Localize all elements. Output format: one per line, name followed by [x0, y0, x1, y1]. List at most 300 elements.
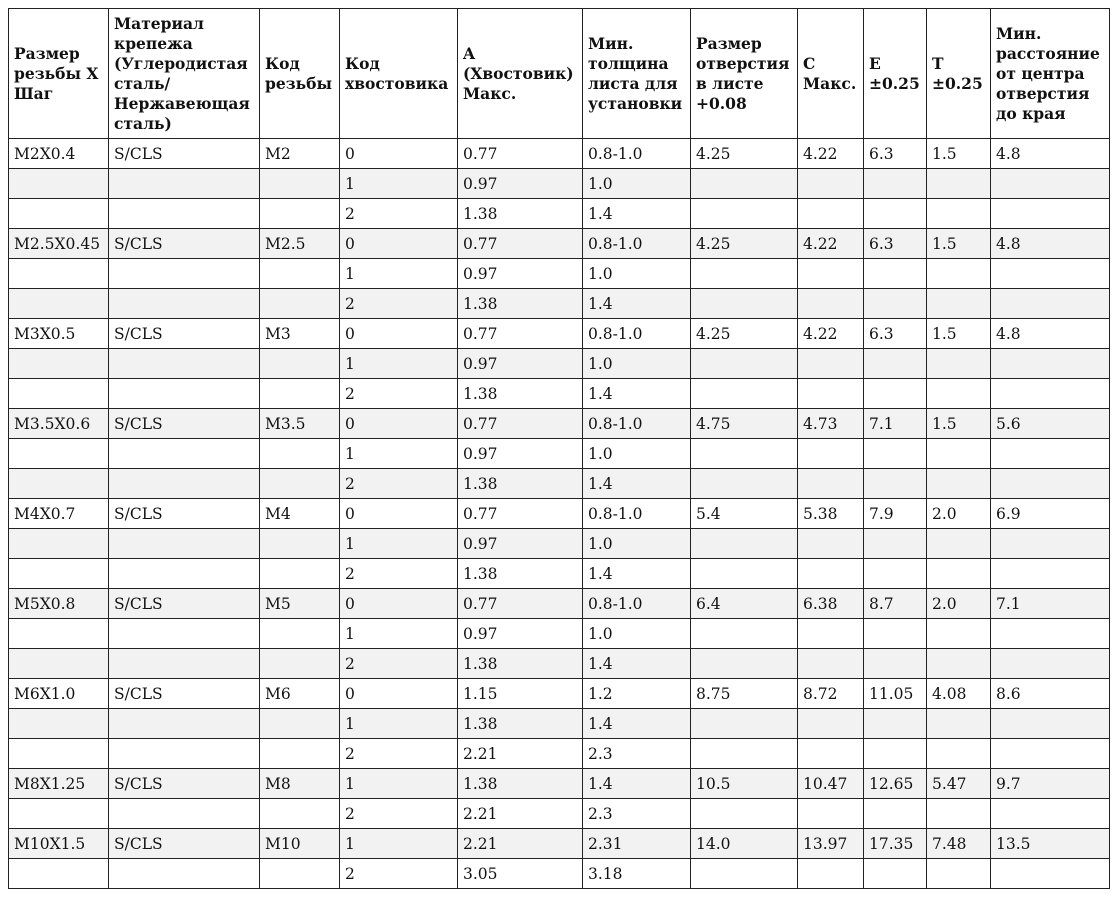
- table-cell-min-sheet-thickness: 1.4: [583, 379, 691, 409]
- table-cell-fastener-material: [109, 799, 260, 829]
- table-cell-shank-a-max: 1.38: [458, 289, 583, 319]
- table-cell-thread-code: [260, 169, 340, 199]
- table-cell-min-edge-distance: [991, 349, 1110, 379]
- table-cell-hole-size: [691, 169, 798, 199]
- table-cell-fastener-material: S/CLS: [109, 139, 260, 169]
- table-cell-min-edge-distance: 7.1: [991, 589, 1110, 619]
- table-cell-hole-size: [691, 439, 798, 469]
- table-cell-thread-code: [260, 559, 340, 589]
- table-row: [9, 349, 1110, 379]
- table-cell-min-edge-distance: 4.8: [991, 139, 1110, 169]
- column-header-thread-code: Код резьбы: [260, 9, 340, 139]
- table-cell-shank-a-max: 0.97: [458, 619, 583, 649]
- table-row: [9, 559, 1110, 589]
- table-cell-shank-a-max: 1.38: [458, 469, 583, 499]
- table-cell-thread-code: [260, 859, 340, 889]
- table-row: [9, 739, 1110, 769]
- table-cell-thread-code: M8: [260, 769, 340, 799]
- table-cell-hole-size: [691, 619, 798, 649]
- table-cell-c-max: 4.22: [798, 139, 864, 169]
- table-cell-shank-code: 1: [340, 829, 458, 859]
- table-cell-shank-a-max: 1.38: [458, 709, 583, 739]
- table-cell-min-edge-distance: 13.5: [991, 829, 1110, 859]
- table-cell-c-max: [798, 739, 864, 769]
- table-cell-hole-size: [691, 859, 798, 889]
- table-cell-fastener-material: [109, 349, 260, 379]
- table-cell-e-tolerance: [864, 469, 927, 499]
- column-header-shank-a-max: A (Хвостовик) Макс.: [458, 9, 583, 139]
- table-cell-min-sheet-thickness: 2.3: [583, 799, 691, 829]
- table-cell-thread-code: M2: [260, 139, 340, 169]
- table-cell-e-tolerance: [864, 349, 927, 379]
- table-cell-min-sheet-thickness: 1.0: [583, 439, 691, 469]
- table-row: [9, 379, 1110, 409]
- table-cell-c-max: [798, 799, 864, 829]
- table-cell-min-sheet-thickness: 1.4: [583, 559, 691, 589]
- table-cell-thread-code: [260, 199, 340, 229]
- table-cell-thread-code: M6: [260, 679, 340, 709]
- table-cell-hole-size: 4.75: [691, 409, 798, 439]
- table-cell-thread-size: M4X0.7: [9, 499, 109, 529]
- table-cell-c-max: [798, 859, 864, 889]
- table-cell-thread-size: [9, 529, 109, 559]
- table-cell-c-max: [798, 199, 864, 229]
- table-cell-hole-size: [691, 259, 798, 289]
- table-cell-e-tolerance: 7.9: [864, 499, 927, 529]
- table-cell-shank-a-max: 2.21: [458, 829, 583, 859]
- table-cell-shank-code: 2: [340, 799, 458, 829]
- table-cell-thread-size: [9, 349, 109, 379]
- table-cell-c-max: 4.22: [798, 319, 864, 349]
- table-cell-shank-a-max: 0.97: [458, 439, 583, 469]
- table-cell-shank-code: 1: [340, 259, 458, 289]
- table-cell-shank-code: 0: [340, 139, 458, 169]
- table-cell-thread-size: M6X1.0: [9, 679, 109, 709]
- table-cell-e-tolerance: [864, 559, 927, 589]
- table-cell-fastener-material: [109, 649, 260, 679]
- table-cell-shank-code: 2: [340, 469, 458, 499]
- table-cell-shank-a-max: 2.21: [458, 799, 583, 829]
- table-cell-fastener-material: [109, 289, 260, 319]
- table-cell-e-tolerance: 17.35: [864, 829, 927, 859]
- table-cell-c-max: [798, 709, 864, 739]
- table-cell-fastener-material: [109, 379, 260, 409]
- table-cell-min-edge-distance: 6.9: [991, 499, 1110, 529]
- table-cell-c-max: [798, 649, 864, 679]
- table-row: [9, 289, 1110, 319]
- table-cell-shank-code: 2: [340, 649, 458, 679]
- table-cell-thread-size: M3.5X0.6: [9, 409, 109, 439]
- table-cell-c-max: 4.73: [798, 409, 864, 439]
- table-row: [9, 259, 1110, 289]
- table-cell-c-max: 4.22: [798, 229, 864, 259]
- table-cell-thread-size: [9, 859, 109, 889]
- table-cell-thread-code: [260, 259, 340, 289]
- table-cell-min-sheet-thickness: 1.0: [583, 349, 691, 379]
- table-cell-c-max: [798, 289, 864, 319]
- table-cell-shank-a-max: 0.77: [458, 319, 583, 349]
- table-cell-min-edge-distance: [991, 379, 1110, 409]
- table-cell-shank-code: 1: [340, 619, 458, 649]
- table-cell-thread-size: M5X0.8: [9, 589, 109, 619]
- table-cell-t-tolerance: 1.5: [927, 139, 991, 169]
- table-cell-thread-code: [260, 289, 340, 319]
- table-cell-t-tolerance: [927, 649, 991, 679]
- table-row: [9, 589, 1110, 619]
- table-cell-thread-code: [260, 349, 340, 379]
- table-cell-thread-size: M8X1.25: [9, 769, 109, 799]
- table-cell-e-tolerance: [864, 379, 927, 409]
- table-cell-min-edge-distance: [991, 859, 1110, 889]
- table-cell-shank-code: 0: [340, 229, 458, 259]
- table-cell-c-max: 10.47: [798, 769, 864, 799]
- table-cell-e-tolerance: [864, 619, 927, 649]
- table-cell-c-max: 5.38: [798, 499, 864, 529]
- table-cell-fastener-material: [109, 709, 260, 739]
- table-cell-fastener-material: S/CLS: [109, 229, 260, 259]
- spec-table: [8, 8, 1110, 889]
- table-cell-e-tolerance: 11.05: [864, 679, 927, 709]
- table-row: [9, 829, 1110, 859]
- table-cell-t-tolerance: [927, 349, 991, 379]
- table-cell-fastener-material: [109, 469, 260, 499]
- table-cell-c-max: 8.72: [798, 679, 864, 709]
- table-cell-thread-size: [9, 709, 109, 739]
- table-cell-thread-code: [260, 379, 340, 409]
- table-cell-shank-code: 1: [340, 349, 458, 379]
- table-cell-thread-size: M3X0.5: [9, 319, 109, 349]
- table-cell-min-edge-distance: 5.6: [991, 409, 1110, 439]
- table-cell-shank-a-max: 3.05: [458, 859, 583, 889]
- table-cell-hole-size: [691, 199, 798, 229]
- column-header-thread-size: Размер резьбы X Шаг: [9, 9, 109, 139]
- table-cell-shank-a-max: 0.77: [458, 229, 583, 259]
- table-cell-c-max: [798, 259, 864, 289]
- table-cell-e-tolerance: [864, 199, 927, 229]
- table-cell-e-tolerance: [864, 709, 927, 739]
- table-cell-min-sheet-thickness: 0.8-1.0: [583, 319, 691, 349]
- table-row: [9, 199, 1110, 229]
- column-header-fastener-material: Материал крепежа (Углеродистая сталь/ Нержавеющая сталь): [109, 9, 260, 139]
- table-cell-fastener-material: [109, 259, 260, 289]
- table-cell-hole-size: [691, 559, 798, 589]
- table-cell-min-edge-distance: [991, 469, 1110, 499]
- table-cell-thread-code: M5: [260, 589, 340, 619]
- table-cell-shank-code: 2: [340, 289, 458, 319]
- column-header-t-tolerance: T ±0.25: [927, 9, 991, 139]
- table-cell-min-sheet-thickness: 1.4: [583, 199, 691, 229]
- table-cell-thread-size: M10X1.5: [9, 829, 109, 859]
- table-row: [9, 709, 1110, 739]
- table-cell-fastener-material: [109, 739, 260, 769]
- table-cell-e-tolerance: 12.65: [864, 769, 927, 799]
- table-row: [9, 529, 1110, 559]
- table-cell-shank-code: 2: [340, 739, 458, 769]
- table-row: [9, 859, 1110, 889]
- table-cell-thread-size: [9, 289, 109, 319]
- table-cell-min-edge-distance: [991, 169, 1110, 199]
- table-cell-hole-size: [691, 709, 798, 739]
- column-header-e-tolerance: E ±0.25: [864, 9, 927, 139]
- table-cell-min-sheet-thickness: 1.0: [583, 619, 691, 649]
- table-cell-min-edge-distance: [991, 199, 1110, 229]
- table-cell-min-edge-distance: 4.8: [991, 319, 1110, 349]
- table-cell-e-tolerance: 6.3: [864, 229, 927, 259]
- table-cell-min-edge-distance: [991, 619, 1110, 649]
- table-cell-fastener-material: [109, 529, 260, 559]
- table-cell-min-edge-distance: [991, 439, 1110, 469]
- table-cell-e-tolerance: [864, 259, 927, 289]
- table-cell-hole-size: [691, 529, 798, 559]
- table-cell-e-tolerance: [864, 289, 927, 319]
- table-row: [9, 619, 1110, 649]
- table-cell-shank-code: 0: [340, 409, 458, 439]
- table-cell-c-max: [798, 529, 864, 559]
- table-cell-shank-a-max: 1.38: [458, 769, 583, 799]
- table-cell-fastener-material: S/CLS: [109, 589, 260, 619]
- table-cell-shank-code: 0: [340, 319, 458, 349]
- table-cell-e-tolerance: [864, 439, 927, 469]
- table-cell-c-max: [798, 349, 864, 379]
- table-cell-min-sheet-thickness: 1.4: [583, 469, 691, 499]
- table-cell-e-tolerance: [864, 529, 927, 559]
- table-cell-hole-size: 8.75: [691, 679, 798, 709]
- table-cell-shank-code: 0: [340, 589, 458, 619]
- table-cell-hole-size: [691, 289, 798, 319]
- table-cell-thread-code: M4: [260, 499, 340, 529]
- table-row: [9, 649, 1110, 679]
- table-cell-thread-code: [260, 469, 340, 499]
- table-cell-hole-size: 6.4: [691, 589, 798, 619]
- table-cell-thread-size: M2.5X0.45: [9, 229, 109, 259]
- table-cell-shank-a-max: 0.97: [458, 349, 583, 379]
- table-cell-thread-size: [9, 169, 109, 199]
- table-cell-shank-code: 1: [340, 769, 458, 799]
- table-cell-t-tolerance: [927, 289, 991, 319]
- header-row: [9, 9, 1110, 139]
- table-cell-t-tolerance: 1.5: [927, 409, 991, 439]
- table-cell-min-edge-distance: [991, 799, 1110, 829]
- table-cell-t-tolerance: [927, 469, 991, 499]
- table-cell-shank-a-max: 0.97: [458, 529, 583, 559]
- table-cell-t-tolerance: [927, 559, 991, 589]
- table-cell-c-max: [798, 619, 864, 649]
- table-cell-thread-size: [9, 199, 109, 229]
- table-cell-e-tolerance: 6.3: [864, 319, 927, 349]
- table-cell-min-edge-distance: [991, 529, 1110, 559]
- table-cell-thread-size: [9, 799, 109, 829]
- table-cell-thread-size: [9, 619, 109, 649]
- table-cell-shank-a-max: 0.97: [458, 259, 583, 289]
- table-body: [9, 139, 1110, 889]
- table-cell-fastener-material: [109, 859, 260, 889]
- table-cell-shank-a-max: 0.77: [458, 139, 583, 169]
- table-cell-t-tolerance: 5.47: [927, 769, 991, 799]
- table-cell-shank-a-max: 0.77: [458, 589, 583, 619]
- table-cell-fastener-material: [109, 439, 260, 469]
- table-row: [9, 769, 1110, 799]
- table-cell-min-edge-distance: [991, 259, 1110, 289]
- table-cell-min-sheet-thickness: 1.4: [583, 649, 691, 679]
- table-cell-thread-code: [260, 799, 340, 829]
- table-cell-min-sheet-thickness: 0.8-1.0: [583, 139, 691, 169]
- table-cell-hole-size: [691, 739, 798, 769]
- table-cell-thread-size: [9, 469, 109, 499]
- table-cell-t-tolerance: [927, 739, 991, 769]
- table-cell-t-tolerance: [927, 259, 991, 289]
- table-cell-c-max: [798, 169, 864, 199]
- table-cell-shank-code: 0: [340, 679, 458, 709]
- table-cell-fastener-material: [109, 619, 260, 649]
- table-cell-thread-code: M2.5: [260, 229, 340, 259]
- table-cell-hole-size: 14.0: [691, 829, 798, 859]
- table-cell-shank-a-max: 1.38: [458, 559, 583, 589]
- table-cell-min-edge-distance: [991, 559, 1110, 589]
- table-cell-min-sheet-thickness: 2.3: [583, 739, 691, 769]
- table-cell-min-sheet-thickness: 1.4: [583, 709, 691, 739]
- table-cell-min-edge-distance: 4.8: [991, 229, 1110, 259]
- table-cell-min-edge-distance: [991, 739, 1110, 769]
- column-header-min-edge-distance: Мин. расстояние от центра отверстия до края: [991, 9, 1110, 139]
- table-cell-t-tolerance: [927, 169, 991, 199]
- table-row: [9, 799, 1110, 829]
- table-cell-thread-size: [9, 649, 109, 679]
- table-cell-c-max: 13.97: [798, 829, 864, 859]
- table-cell-thread-code: [260, 739, 340, 769]
- table-cell-min-sheet-thickness: 1.4: [583, 769, 691, 799]
- table-cell-e-tolerance: [864, 859, 927, 889]
- table-cell-shank-a-max: 0.97: [458, 169, 583, 199]
- table-cell-thread-code: M10: [260, 829, 340, 859]
- table-cell-min-sheet-thickness: 0.8-1.0: [583, 409, 691, 439]
- table-row: [9, 499, 1110, 529]
- table-cell-min-edge-distance: [991, 709, 1110, 739]
- table-cell-shank-a-max: 1.38: [458, 379, 583, 409]
- table-cell-t-tolerance: [927, 379, 991, 409]
- table-row: [9, 679, 1110, 709]
- table-cell-hole-size: [691, 349, 798, 379]
- table-cell-t-tolerance: 4.08: [927, 679, 991, 709]
- table-cell-hole-size: [691, 799, 798, 829]
- table-cell-e-tolerance: [864, 169, 927, 199]
- table-cell-t-tolerance: 2.0: [927, 499, 991, 529]
- table-cell-fastener-material: S/CLS: [109, 769, 260, 799]
- table-cell-shank-code: 2: [340, 199, 458, 229]
- column-header-shank-code: Код хвостовика: [340, 9, 458, 139]
- table-cell-min-sheet-thickness: 0.8-1.0: [583, 589, 691, 619]
- table-cell-fastener-material: S/CLS: [109, 409, 260, 439]
- table-cell-thread-code: [260, 649, 340, 679]
- table-row: [9, 409, 1110, 439]
- column-header-c-max: C Макс.: [798, 9, 864, 139]
- table-cell-thread-size: M2X0.4: [9, 139, 109, 169]
- table-row: [9, 169, 1110, 199]
- table-cell-shank-a-max: 1.38: [458, 649, 583, 679]
- table-row: [9, 229, 1110, 259]
- table-cell-t-tolerance: [927, 199, 991, 229]
- table-cell-fastener-material: [109, 199, 260, 229]
- table-cell-shank-code: 1: [340, 529, 458, 559]
- table-cell-shank-a-max: 0.77: [458, 409, 583, 439]
- table-row: [9, 439, 1110, 469]
- table-cell-fastener-material: S/CLS: [109, 499, 260, 529]
- column-header-hole-size: Размер отверстия в листе +0.08: [691, 9, 798, 139]
- table-cell-e-tolerance: 6.3: [864, 139, 927, 169]
- table-cell-t-tolerance: 2.0: [927, 589, 991, 619]
- table-cell-shank-a-max: 2.21: [458, 739, 583, 769]
- table-row: [9, 319, 1110, 349]
- table-cell-e-tolerance: 8.7: [864, 589, 927, 619]
- table-cell-t-tolerance: [927, 529, 991, 559]
- table-cell-shank-code: 2: [340, 379, 458, 409]
- table-cell-shank-code: 2: [340, 559, 458, 589]
- table-cell-c-max: [798, 379, 864, 409]
- table-cell-c-max: 6.38: [798, 589, 864, 619]
- table-cell-shank-code: 1: [340, 439, 458, 469]
- table-cell-t-tolerance: 1.5: [927, 229, 991, 259]
- table-cell-min-edge-distance: 9.7: [991, 769, 1110, 799]
- table-cell-hole-size: 4.25: [691, 139, 798, 169]
- column-header-min-sheet-thickness: Мин. толщина листа для установки: [583, 9, 691, 139]
- table-cell-shank-code: 0: [340, 499, 458, 529]
- table-cell-thread-size: [9, 439, 109, 469]
- table-cell-t-tolerance: 7.48: [927, 829, 991, 859]
- table-cell-t-tolerance: [927, 799, 991, 829]
- table-cell-shank-code: 1: [340, 169, 458, 199]
- table-cell-min-sheet-thickness: 0.8-1.0: [583, 499, 691, 529]
- table-cell-hole-size: 5.4: [691, 499, 798, 529]
- table-cell-hole-size: [691, 649, 798, 679]
- table-cell-thread-code: M3.5: [260, 409, 340, 439]
- table-cell-hole-size: 4.25: [691, 229, 798, 259]
- table-row: [9, 139, 1110, 169]
- table-cell-shank-code: 1: [340, 709, 458, 739]
- table-cell-e-tolerance: [864, 739, 927, 769]
- table-cell-shank-code: 2: [340, 859, 458, 889]
- table-cell-c-max: [798, 439, 864, 469]
- table-cell-min-sheet-thickness: 1.2: [583, 679, 691, 709]
- table-cell-thread-code: [260, 709, 340, 739]
- table-cell-min-edge-distance: [991, 649, 1110, 679]
- table-cell-min-sheet-thickness: 1.0: [583, 169, 691, 199]
- table-cell-e-tolerance: [864, 799, 927, 829]
- table-cell-min-sheet-thickness: 0.8-1.0: [583, 229, 691, 259]
- table-cell-t-tolerance: [927, 709, 991, 739]
- table-row: [9, 469, 1110, 499]
- table-cell-shank-a-max: 1.38: [458, 199, 583, 229]
- table-cell-fastener-material: [109, 169, 260, 199]
- table-cell-min-edge-distance: 8.6: [991, 679, 1110, 709]
- table-cell-thread-size: [9, 379, 109, 409]
- table-cell-thread-size: [9, 259, 109, 289]
- table-cell-min-sheet-thickness: 2.31: [583, 829, 691, 859]
- table-cell-fastener-material: [109, 559, 260, 589]
- table-cell-thread-size: [9, 559, 109, 589]
- table-cell-hole-size: 10.5: [691, 769, 798, 799]
- table-cell-fastener-material: S/CLS: [109, 829, 260, 859]
- table-cell-fastener-material: S/CLS: [109, 319, 260, 349]
- table-cell-e-tolerance: 7.1: [864, 409, 927, 439]
- table-cell-shank-a-max: 0.77: [458, 499, 583, 529]
- table-cell-thread-code: [260, 529, 340, 559]
- table-cell-t-tolerance: 1.5: [927, 319, 991, 349]
- table-cell-thread-code: [260, 619, 340, 649]
- table-cell-hole-size: 4.25: [691, 319, 798, 349]
- table-cell-hole-size: [691, 469, 798, 499]
- table-cell-min-sheet-thickness: 1.4: [583, 289, 691, 319]
- table-cell-min-sheet-thickness: 3.18: [583, 859, 691, 889]
- table-cell-e-tolerance: [864, 649, 927, 679]
